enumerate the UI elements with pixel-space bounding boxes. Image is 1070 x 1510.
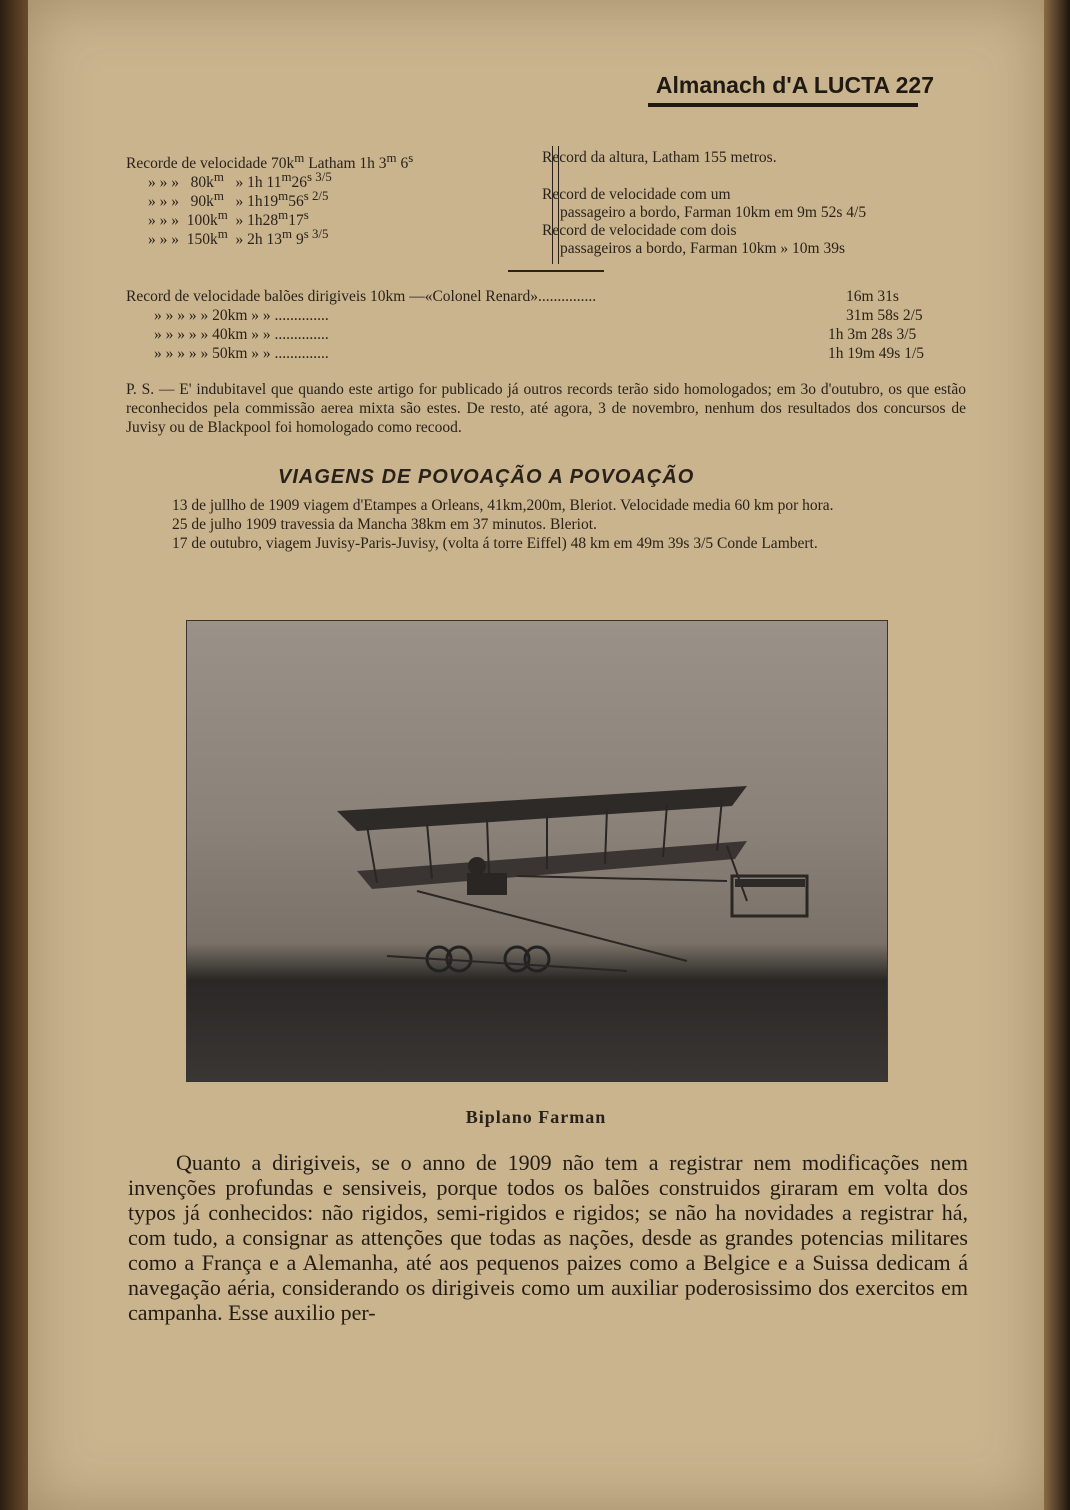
balloon-record-row: » » » » » 20km » » .............. [154, 307, 329, 324]
record-row: Recorde de velocidade $70k^m$ Latham 1h 3$^m$ 6$^s$ [126, 150, 414, 173]
section-rule [508, 270, 604, 272]
record-row: » » » $90k^m$ » $1h19^m56^{s 2/5}$ [148, 188, 329, 211]
balloon-record-row: » » » » » 50km » » .............. [154, 345, 329, 362]
header-rule [648, 103, 918, 107]
balloon-record-time: 31m 58s 2/5 [846, 307, 923, 324]
balloon-record-row: Record de velocidade balões dirigiveis 10km —«Colonel Renard»............... [126, 288, 597, 305]
record-row: » » » $80k^m$ » 1h $11^m26^{s 3/5}$ [148, 169, 332, 192]
record-line: Record de velocidade com dois [542, 222, 737, 239]
record-line: Record da altura, Latham 155 metros. [542, 149, 777, 166]
trip-item: 17 de outubro, viagem Juvisy-Paris-Juvisy, (volta á torre Eiffel) 48 km em 49m 39s 3/5 Conde Lambert. [172, 535, 818, 552]
biplane-illustration [187, 621, 887, 1081]
book-spine-right [1044, 0, 1070, 1510]
trip-item: 25 de julho 1909 travessia da Mancha 38km em 37 minutos. Bleriot. [172, 516, 597, 533]
trip-item: 13 de jullho de 1909 viagem d'Etampes a Orleans, 41km,200m, Bleriot. Velocidade media 60 km por hora. [172, 497, 834, 514]
record-row: » » » $100k^m$ » 1h28$^m$17$^s$ [148, 207, 309, 230]
balloon-record-time: 1h 3m 28s 3/5 [828, 326, 917, 343]
section-title: VIAGENS DE POVOAÇÃO A POVOAÇÃO [278, 466, 695, 488]
book-spine-left [0, 0, 28, 1510]
record-line: passageiros a bordo, Farman 10km » 10m 39s [560, 240, 845, 257]
biplane-photo [186, 620, 888, 1082]
record-row: » » » $150k^m$ » 2h 13$^m$ $9^{s 3/5}$ [148, 226, 329, 249]
running-header: Almanach d'A LUCTA 227 [655, 72, 934, 98]
trips-list [128, 496, 968, 553]
record-line: Record de velocidade com um [542, 186, 731, 203]
photo-caption: Biplano Farman [465, 1107, 607, 1127]
postscript-text: P. S. — E' indubitavel que quando este artigo for publicado já outros records terão sido homologados; em 3o d'outubro, os que estão reconhecidos pela commissão aerea mixta são estes. De resto, até agora, 3 de novembro, nenhum dos resultados dos concursos de Juvisy ou de Blackpool foi homologado como recood. [126, 381, 966, 436]
balloon-record-time: 1h 19m 49s 1/5 [828, 345, 925, 362]
body-paragraph [128, 1150, 968, 1325]
postscript [126, 380, 966, 437]
page [28, 0, 1044, 1510]
balloon-record-row: » » » » » 40km » » .............. [154, 326, 329, 343]
record-line: passageiro a bordo, Farman 10km em 9m 52s 4/5 [560, 204, 867, 221]
body-text: Quanto a dirigiveis, se o anno de 1909 não tem a registrar nem modificações nem invenções profundas e sensiveis, porque todos os balões construidos giraram em volta dos typos já conhecidos: não rigidos, semi-rigidos e rigidos; se não ha novidades a registrar há, com tudo, a consignar as attenções que todas as nações, desde as grandes potencias militares como a França e a Alemanha, até aos pequenos paizes como a Belgice e a Suissa dedicam á navegação aéria, considerando os dirigiveis como um auxiliar poderosissimo dos exercitos em campanha. Esse auxilio per- [128, 1150, 968, 1325]
balloon-record-time: 16m 31s [846, 288, 899, 305]
